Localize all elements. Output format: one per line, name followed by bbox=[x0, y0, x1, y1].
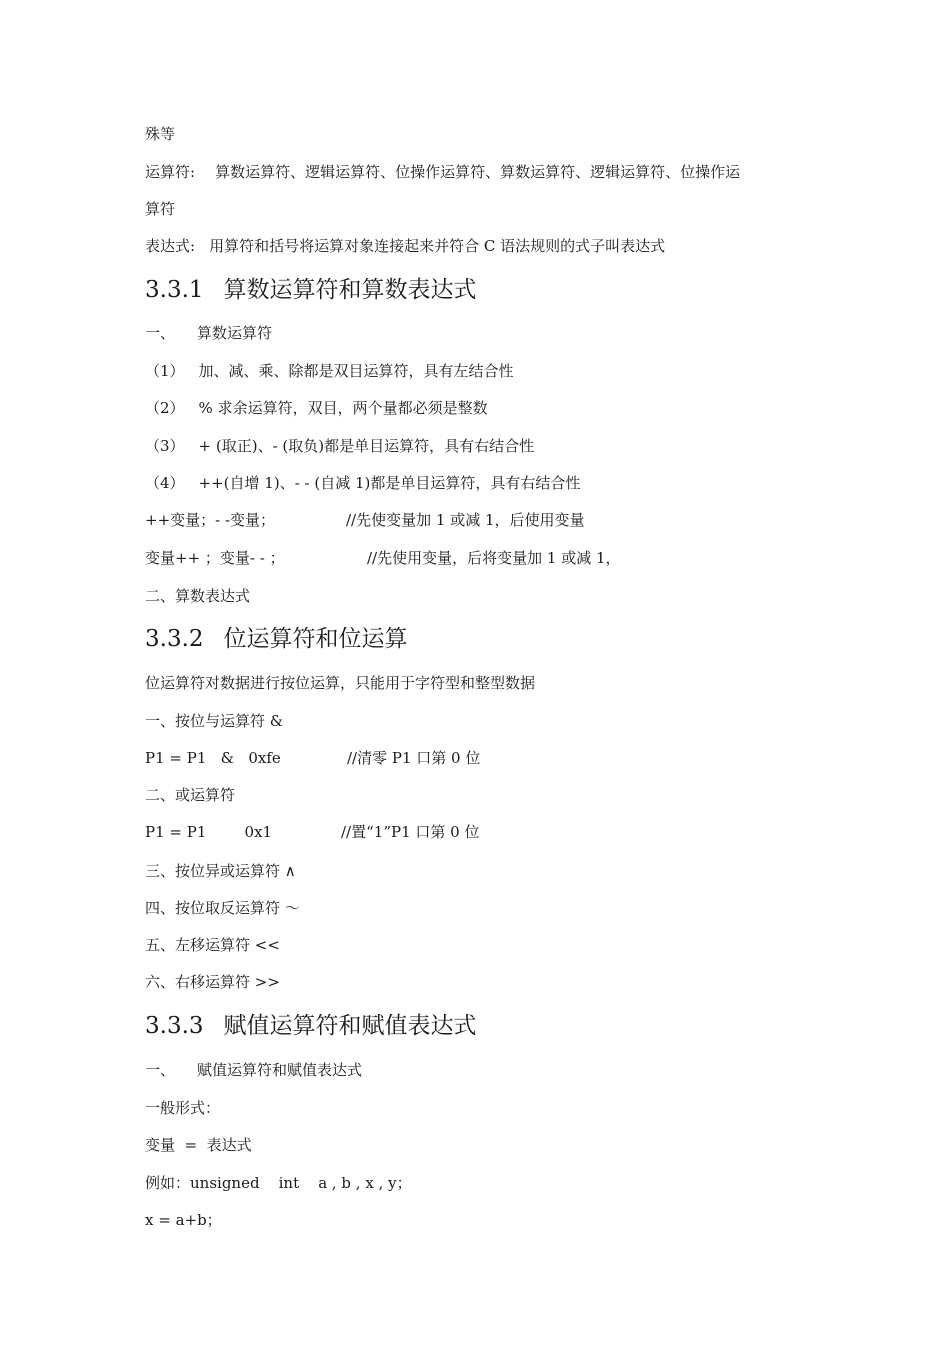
section-number: 3.3.1 bbox=[145, 277, 204, 303]
code-line: 例如：unsigned int a , b , x , y； bbox=[145, 1174, 412, 1192]
section-title: 赋值运算符和赋值表达式 bbox=[223, 1013, 477, 1039]
list-item: 五、左移运算符 << bbox=[145, 936, 280, 954]
term-label: 运算符: bbox=[145, 163, 196, 181]
list-item: 一、按位与运算符 & bbox=[145, 712, 284, 730]
text-line bbox=[145, 236, 665, 256]
text-line: 位运算符对数据进行按位运算，只能用于字符型和整型数据 bbox=[145, 674, 536, 692]
section-heading bbox=[145, 624, 408, 654]
section-number: 3.3.3 bbox=[145, 1013, 204, 1039]
text-line bbox=[145, 162, 740, 182]
code-line: P1 = P1 0x1 //置“1”P1 口第 0 位 bbox=[145, 823, 480, 841]
code-comment: //先使用变量，后将变量加 1 或减 1， bbox=[367, 549, 621, 567]
code-comment: //先使变量加 1 或减 1，后使用变量 bbox=[346, 511, 585, 529]
list-item: 二、算数表达式 bbox=[145, 587, 251, 605]
list-item: 二、或运算符 bbox=[145, 786, 236, 804]
text-line: 殊等 bbox=[145, 125, 176, 143]
section-number: 3.3.2 bbox=[145, 626, 204, 652]
list-item: 四、按位取反运算符 ～ bbox=[145, 899, 300, 917]
code-line: 变量 = 表达式 bbox=[145, 1136, 252, 1154]
code-line: P1 = P1 & 0xfe //清零 P1 口第 0 位 bbox=[145, 749, 481, 767]
section-heading bbox=[145, 1011, 477, 1041]
list-item: 六、右移运算符 >> bbox=[145, 973, 280, 991]
code-comment: //清零 P1 口第 0 位 bbox=[347, 749, 481, 767]
code-comment: //置“1”P1 口第 0 位 bbox=[341, 823, 480, 841]
list-item: 三、按位异或运算符 ∧ bbox=[145, 862, 296, 880]
section-heading bbox=[145, 275, 477, 305]
list-item: （2） % 求余运算符，双目，两个量都必须是整数 bbox=[145, 399, 488, 417]
list-item: （3） + (取正)、- (取负)都是单目运算符，具有右结合性 bbox=[145, 437, 535, 455]
code-line: x = a+b； bbox=[145, 1211, 222, 1229]
term-definition: 用算符和括号将运算对象连接起来并符合 C 语法规则的式子叫表达式 bbox=[209, 237, 666, 255]
list-item: （1） 加、减、乘、除都是双目运算符，具有左结合性 bbox=[145, 362, 514, 380]
section-title: 位运算符和位运算 bbox=[223, 626, 408, 652]
text-line: 一般形式： bbox=[145, 1099, 221, 1117]
list-item: 一、 赋值运算符和赋值表达式 bbox=[145, 1061, 363, 1079]
list-item: （4） ++(自增 1)、- - (自减 1)都是单目运算符，具有右结合性 bbox=[145, 474, 581, 492]
text-line: 算符 bbox=[145, 200, 176, 218]
term-definition: 算数运算符、逻辑运算符、位操作运算符、算数运算符、逻辑运算符、位操作运 bbox=[215, 163, 741, 181]
section-title: 算数运算符和算数表达式 bbox=[223, 277, 477, 303]
code-line: 变量++ ；变量- - ； //先使用变量，后将变量加 1 或减 1， bbox=[145, 549, 621, 567]
list-item: 一、 算数运算符 bbox=[145, 324, 273, 342]
code-line: ++变量；- -变量； //先使变量加 1 或减 1，后使用变量 bbox=[145, 511, 585, 529]
term-label: 表达式: bbox=[145, 237, 196, 255]
